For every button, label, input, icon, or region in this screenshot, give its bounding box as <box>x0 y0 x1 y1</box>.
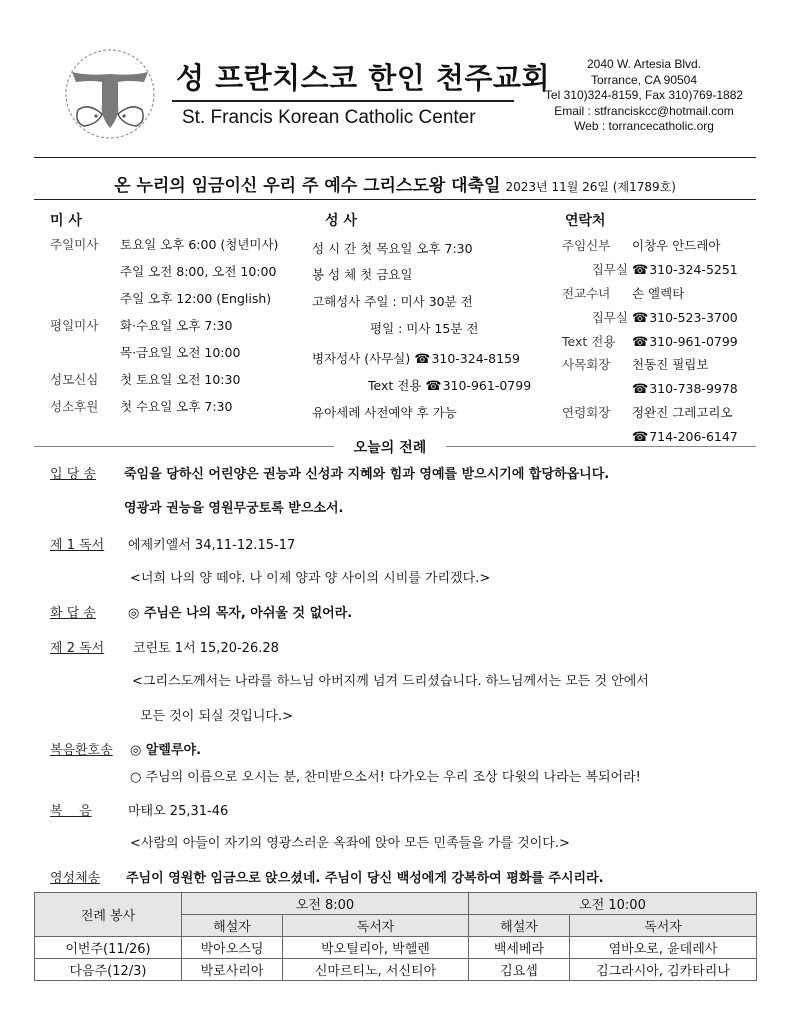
mass-heading: 미 사 <box>50 213 82 229</box>
sacrament-holy-hour: 성 시 간 첫 목요일 오후 7:30 <box>312 241 473 256</box>
reader-header: 독서자 <box>283 915 469 937</box>
mass-10-header: 오전 10:00 <box>469 893 757 915</box>
contact-row: 주임신부 이창우 안드레아 <box>562 238 721 253</box>
mass-row: 성모신심 첫 토요일 오전 10:30 <box>50 372 241 387</box>
sacrament-communion: 봉 성 체 첫 금요일 <box>312 267 413 282</box>
mass-row: 주일미사 토요일 오후 6:00 (청년미사) <box>50 237 279 252</box>
mass-row: 주일 오후 12:00 (English) <box>120 291 272 306</box>
mass-row: 평일미사 화·수요일 오후 7:30 <box>50 318 233 333</box>
table-cell: 김요셉 <box>469 959 570 981</box>
contact-row: 집무실☎ 310-324-5251 <box>562 261 738 279</box>
first-reading-label: 제 1 독서 <box>50 538 105 553</box>
psalm-label: 화 답 송 <box>50 606 96 621</box>
second-reading-label: 제 2 독서 <box>50 641 105 656</box>
table-cell: 박오틸리아, 박헬렌 <box>283 937 469 959</box>
communion-antiphon: 주님이 영원한 임금으로 앉으셨네. 주님이 당신 백성에게 강복하여 평화를 주시리라. <box>126 871 604 886</box>
address-phone: Tel 310)324-8159, Fax 310)769-1882 <box>544 88 744 102</box>
address-street: 2040 W. Artesia Blvd. <box>586 57 702 71</box>
sacrament-baptism: 유아세례 사전예약 후 가능 <box>312 405 457 420</box>
commentator-header: 해설자 <box>182 915 283 937</box>
feast-title-row <box>34 171 756 196</box>
church-name-english: St. Francis Korean Catholic Center <box>182 107 476 128</box>
contact-row: ☎ 310-738-9978 <box>562 380 738 398</box>
contact-row: 연령회장 정완진 그레고리오 <box>562 405 733 420</box>
alleluia-response: ◎ 알렐루야. <box>130 743 202 758</box>
week-cell: 이번주(11/26) <box>35 937 182 959</box>
contact-row: ☎ 714-206-6147 <box>562 428 738 446</box>
table-cell: 염바오로, 윤데레사 <box>570 937 757 959</box>
reader-header: 독서자 <box>570 915 757 937</box>
sacrament-confession-weekday: 평일 : 미사 15분 전 <box>370 321 479 336</box>
gospel-label: 복 음 <box>50 804 92 819</box>
divider-top <box>34 157 756 158</box>
table-cell: 김그라시아, 김카타리나 <box>570 959 757 981</box>
sacrament-anointing: 병자성사 (사무실) ☎ 310-324-8159 <box>312 350 520 368</box>
contact-heading: 연락처 <box>565 213 606 229</box>
contact-row: 전교수녀 손 엘렉타 <box>562 286 685 301</box>
alleluia-label: 복음환호송 <box>50 743 113 758</box>
second-reading-ref: 코린토 1서 15,20-26.28 <box>133 641 279 656</box>
table-corner: 전례 봉사 <box>35 893 182 937</box>
week-cell: 다음주(12/3) <box>35 959 182 981</box>
entrance-antiphon: 죽임을 당하신 어린양은 권능과 신성과 지혜와 힘과 영예를 받으시기에 합당하옵니다. <box>124 467 610 482</box>
second-reading-summary-2: 모든 것이 되실 것입니다.> <box>140 709 294 724</box>
mass-row: 주일 오전 8:00, 오전 10:00 <box>120 264 277 279</box>
entrance-label: 입 당 송 <box>50 467 96 482</box>
divider-left <box>34 446 334 447</box>
mass-row: 목·금요일 오전 10:00 <box>120 345 241 360</box>
church-name-korean: 성 프란치스코 한인 천주교회 <box>176 61 550 95</box>
sacrament-text-only: Text 전용 ☎ 310-961-0799 <box>368 377 531 395</box>
liturgy-heading: 오늘의 전례 <box>353 440 427 456</box>
feast-title: 온 누리의 임금이신 우리 주 예수 그리스도왕 대축일 <box>114 176 501 196</box>
divider-feast <box>34 199 756 200</box>
first-reading-ref: 에제키엘서 34,11-12.15-17 <box>128 538 296 553</box>
address-web: Web : torrancecatholic.org <box>574 119 714 133</box>
table-row <box>35 959 757 981</box>
address-city: Torrance, CA 90504 <box>590 72 698 87</box>
table-cell: 박아오스딩 <box>182 937 283 959</box>
table-header-row <box>35 893 757 915</box>
psalm-response: ◎ 주님은 나의 목자, 아쉬울 것 없어라. <box>128 606 353 621</box>
contact-row: 사목회장 천동진 필립보 <box>562 357 709 372</box>
alleluia-verse: ○ 주님의 이름으로 오시는 분, 찬미받으소서! 다가오는 우리 조상 다윗의 나라는 복되어라! <box>130 770 641 785</box>
phone-icon-text: ☎ 310-324-8159 <box>414 351 520 366</box>
title-underline <box>172 100 514 102</box>
address-email: Email : stfranciskcc@hotmail.com <box>554 103 734 118</box>
address-block <box>528 57 760 135</box>
commentator-header: 해설자 <box>469 915 570 937</box>
church-logo <box>58 44 162 144</box>
liturgy-service-table <box>34 892 757 981</box>
phone-icon-text: ☎ 310-961-0799 <box>425 378 531 393</box>
first-reading-summary: <너희 나의 양 떼야. 나 이제 양과 양 사이의 시비를 가리겠다.> <box>130 571 491 586</box>
mass-8-header: 오전 8:00 <box>182 893 469 915</box>
sacrament-confession-sunday: 고해성사 주일 : 미사 30분 전 <box>312 294 473 309</box>
table-cell: 신마르티노, 서신티아 <box>283 959 469 981</box>
table-cell: 백세베라 <box>469 937 570 959</box>
divider-right <box>446 446 756 447</box>
second-reading-summary: <그리스도께서는 나라를 하느님 아버지께 넘겨 드리셨습니다. 하느님께서는 모든 것 안에서 <box>132 674 649 689</box>
contact-row: Text 전용☎ 310-961-0799 <box>562 333 738 351</box>
gospel-ref: 마태오 25,31-46 <box>128 804 229 819</box>
communion-label: 영성체송 <box>50 871 101 886</box>
gospel-summary: <사람의 아들이 자기의 영광스러운 옥좌에 앉아 모든 민족들을 가를 것이다.> <box>130 836 570 851</box>
contact-row: 집무실☎ 310-523-3700 <box>562 309 738 327</box>
mass-row: 성소후원 첫 수요일 오후 7:30 <box>50 399 233 414</box>
table-cell: 박로사리아 <box>182 959 283 981</box>
issue-date: 2023년 11월 26일 (제1789호) <box>505 180 676 194</box>
table-row <box>35 937 757 959</box>
entrance-antiphon-2: 영광과 권능을 영원무궁토록 받으소서. <box>124 501 344 516</box>
sacrament-heading: 성 사 <box>325 213 357 229</box>
